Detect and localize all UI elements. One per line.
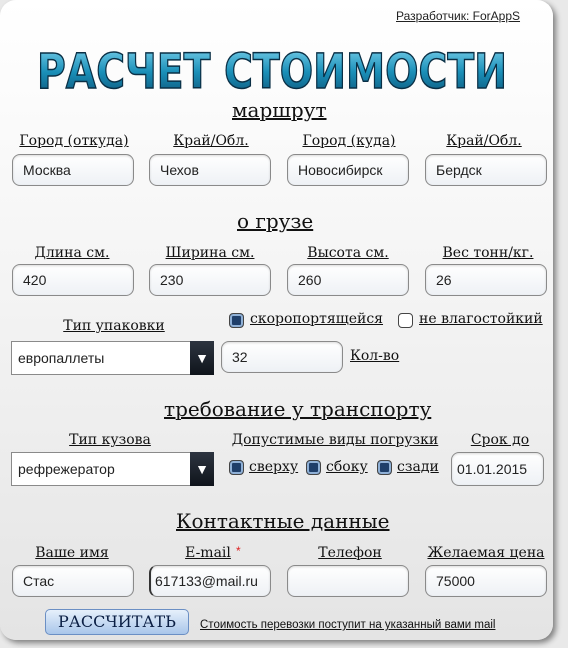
loading-rear-label: сзади [397,459,439,475]
to-city-input[interactable]: Новосибирск [287,154,409,186]
quantity-label: Кол-во [350,348,400,364]
perishable-label: скоропортящейся [250,311,384,327]
label-to-city: Город (куда) [302,133,396,149]
not-moisture-label: не влагостойкий [419,311,543,327]
label-from-city: Город (откуда) [19,133,129,149]
label-loading-types: Допустимые виды погрузки [231,432,439,448]
label-width: Ширина см. [165,245,255,261]
phone-input[interactable] [287,565,409,597]
label-deadline: Срок до [470,432,530,448]
packaging-select[interactable] [11,341,214,375]
body-type-value: рефрежератор [18,461,115,477]
loading-rear-checkbox[interactable] [377,460,392,475]
section-route-heading: маршрут [232,98,327,122]
developer-link[interactable]: Разработчик: ForAppS [396,9,521,23]
calculate-button[interactable]: РАССЧИТАТЬ [45,609,189,635]
email-required-mark: * [236,544,241,558]
packaging-value: европаллеты [18,350,105,366]
section-cargo-heading: о грузе [237,209,314,233]
from-region-input[interactable]: Чехов [149,154,271,186]
loading-side-label: сбоку [326,459,368,475]
label-price: Желаемая цена [427,545,545,561]
label-from-region: Край/Обл. [173,133,249,149]
label-phone: Телефон [318,545,382,561]
delivery-note: Стоимость перевозки поступит на указанный вами mail [200,619,496,631]
label-weight: Вес тонн/кг. [442,245,534,261]
width-input[interactable]: 230 [149,264,271,296]
not-moisture-checkbox[interactable] [398,313,413,328]
label-name: Ваше имя [35,545,109,561]
weight-input[interactable]: 26 [425,264,547,296]
dropdown-arrow-icon[interactable]: ▼ [190,341,214,375]
section-contacts-heading: Контактные данные [176,509,390,533]
label-body-type: Тип кузова [69,432,151,448]
body-type-select[interactable] [11,452,214,486]
length-input[interactable]: 420 [12,264,134,296]
loading-top-checkbox[interactable] [229,460,244,475]
name-input[interactable]: Стас [12,565,134,597]
label-email: E-mail [185,545,231,561]
section-transport-heading: требование у транспорту [164,397,432,421]
svg-text:РАСЧЕТ СТОИМОСТИ: РАСЧЕТ СТОИМОСТИ [37,44,507,100]
perishable-checkbox[interactable] [229,313,244,328]
quantity-input[interactable]: 32 [221,341,343,373]
label-height: Высота см. [307,245,389,261]
loading-top-label: сверху [249,459,299,475]
height-input[interactable]: 260 [287,264,409,296]
label-length: Длина см. [34,245,110,261]
deadline-input[interactable]: 01.01.2015 [451,452,544,486]
dropdown-arrow-icon[interactable]: ▼ [190,452,214,486]
email-input[interactable]: 617133@mail.ru [149,565,271,597]
price-input[interactable]: 75000 [425,565,547,597]
label-to-region: Край/Обл. [446,133,522,149]
label-packaging: Тип упаковки [63,318,165,334]
from-city-input[interactable]: Москва [12,154,134,186]
to-region-input[interactable]: Бердск [425,154,547,186]
page-title [32,38,512,100]
loading-side-checkbox[interactable] [306,460,321,475]
